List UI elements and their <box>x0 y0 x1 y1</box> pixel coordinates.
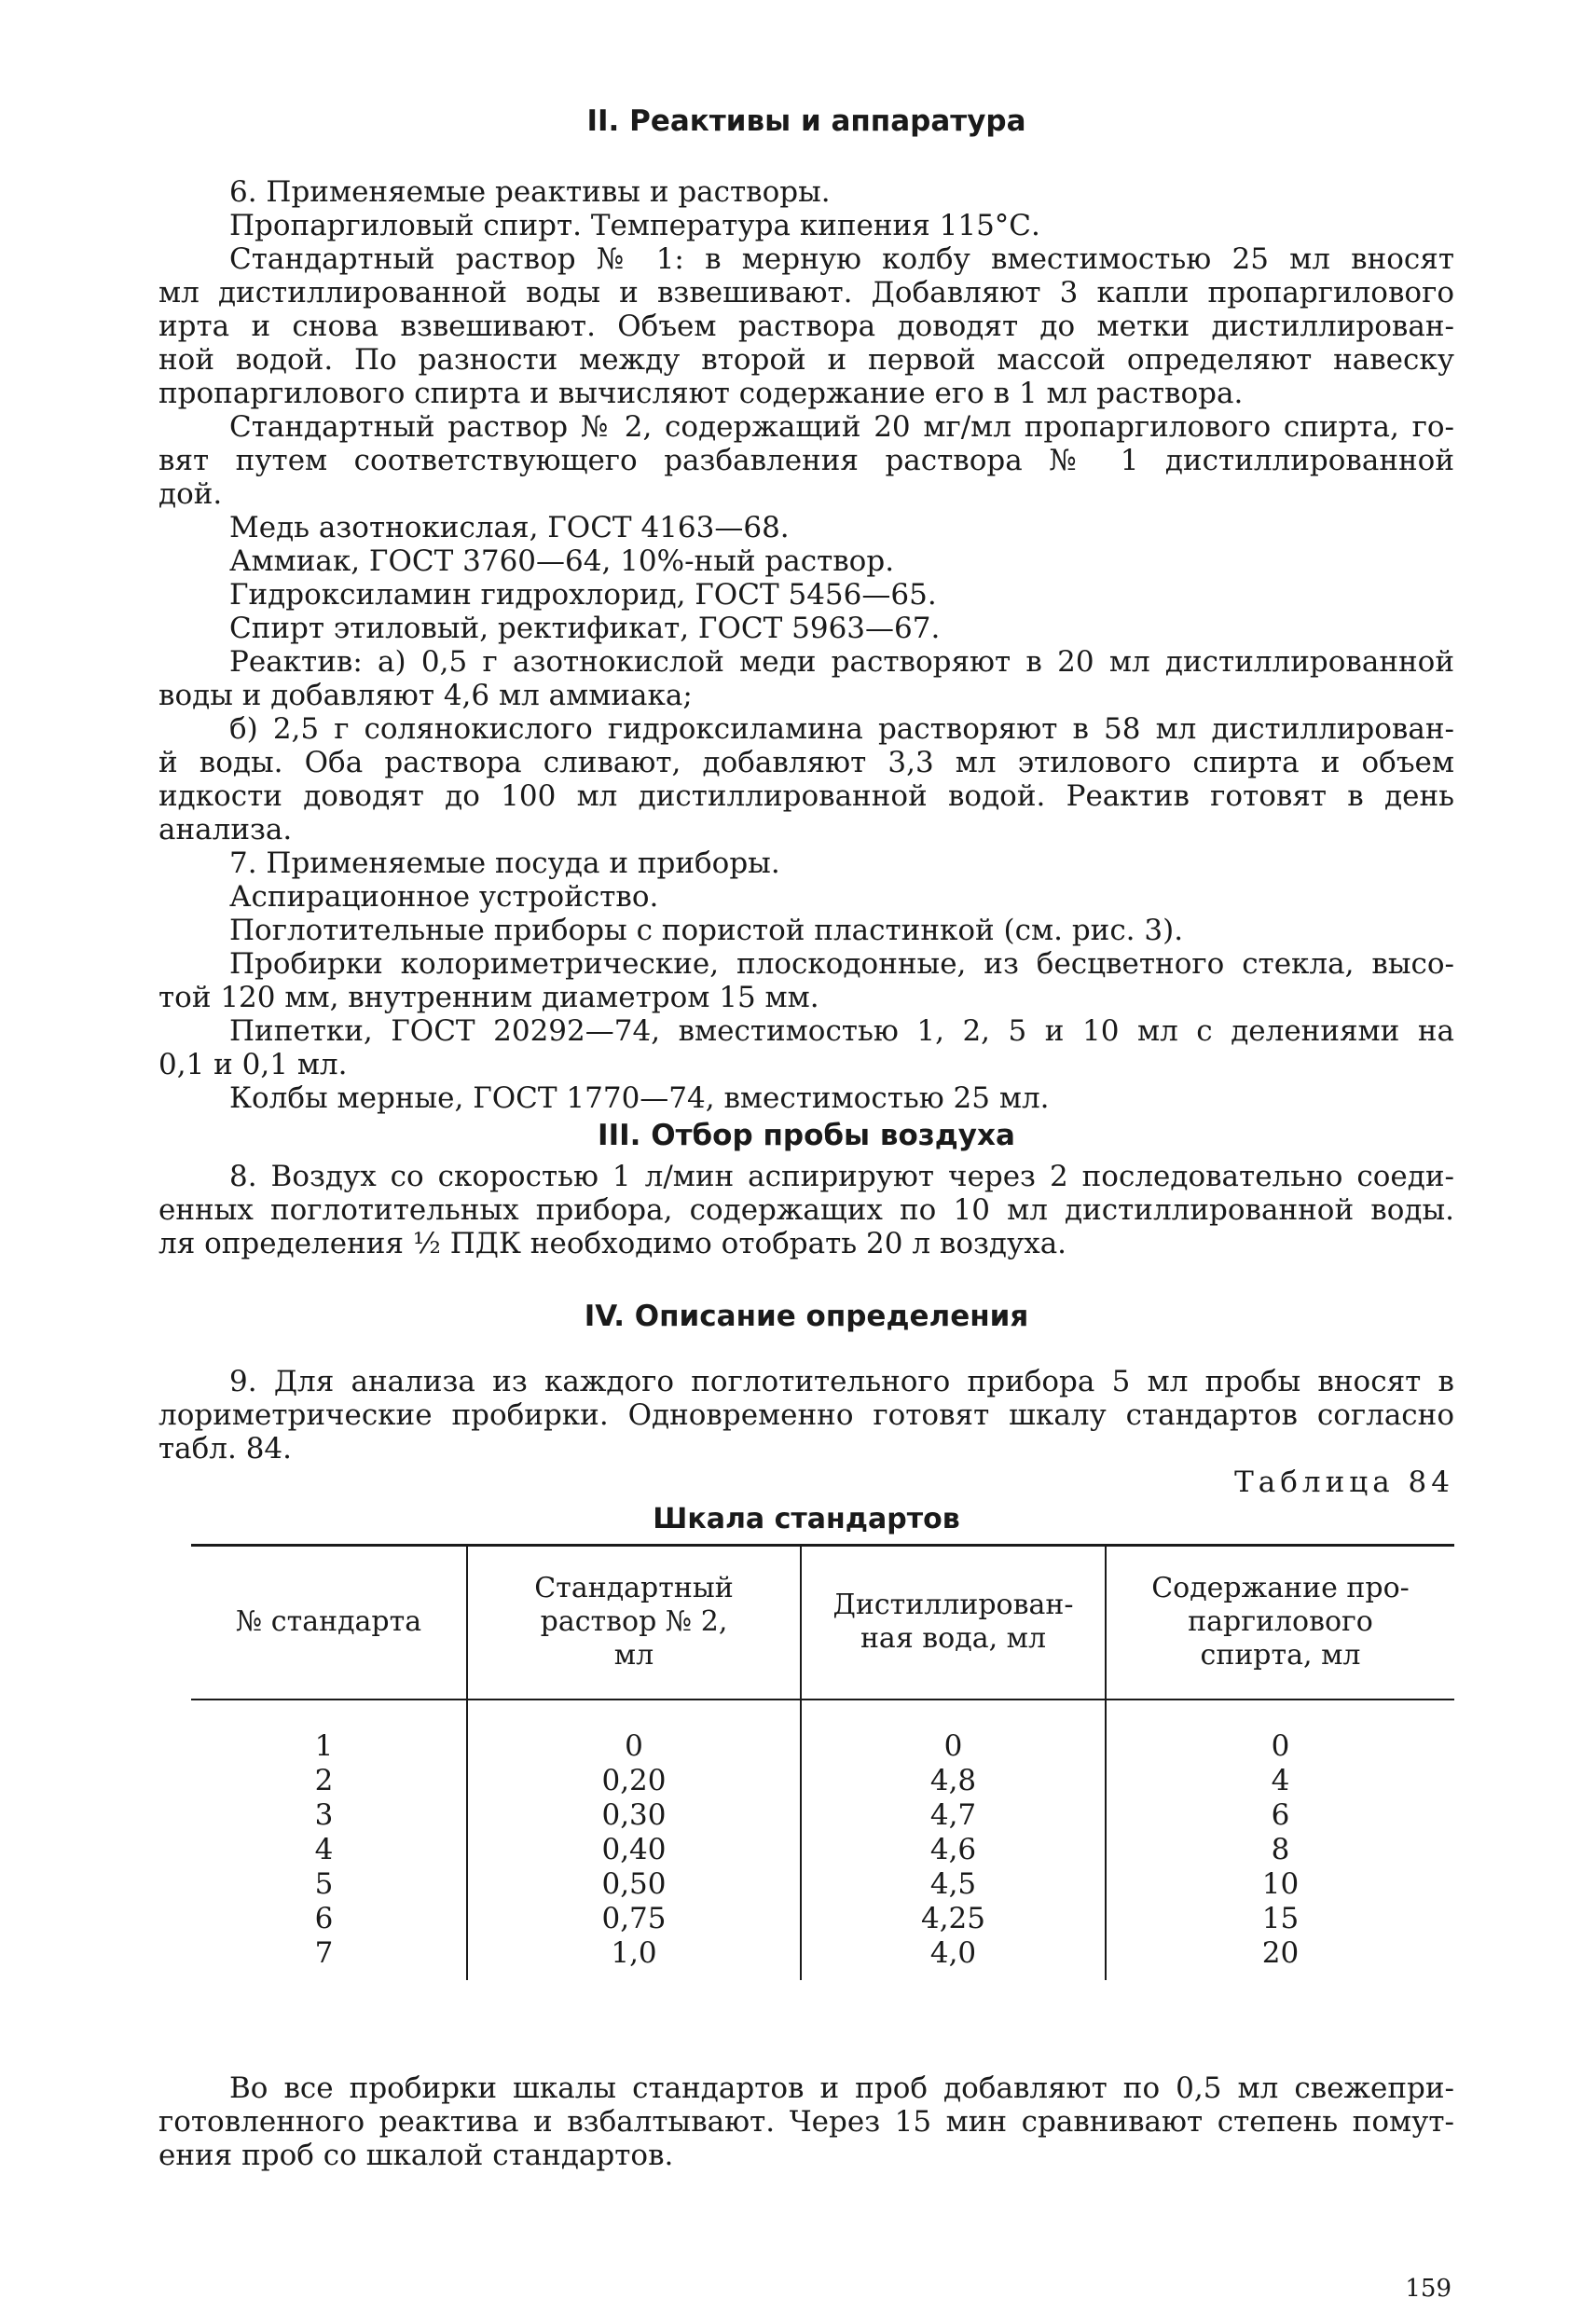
table-cell: 4,7 <box>929 1798 977 1832</box>
paragraph-line: Гидроксиламин гидрохлорид, ГОСТ 5456—65. <box>229 578 937 612</box>
paragraph-line: вят путем соответствующего разбавления раствора № 1 дистиллированной <box>158 444 1454 477</box>
paragraph-line: Реактив: а) 0,5 г азотнокислой меди растворяют в 20 мл дистиллированной <box>229 645 1454 679</box>
paragraph-line: дой. <box>158 477 223 511</box>
table-cell: 15 <box>1261 1902 1300 1935</box>
table-cell: 4 <box>1271 1764 1290 1797</box>
paragraph-line: Пипетки, ГОСТ 20292—74, вместимостью 1, 2, 5 и 10 мл с делениями на <box>229 1014 1454 1048</box>
paragraph-line: Колбы мерные, ГОСТ 1770—74, вместимостью 25 мл. <box>229 1081 1050 1115</box>
paragraph-line: табл. 84. <box>158 1432 292 1466</box>
section-sampling-body <box>158 1160 1454 1260</box>
table-cell: 4,8 <box>929 1764 977 1797</box>
paragraph-line: анализа. <box>158 813 293 846</box>
table-cell: 1,0 <box>611 1936 657 1970</box>
paragraph-line: Стандартный раствор № 2, содержащий 20 мг/мл пропаргилового спирта, го- <box>229 410 1454 444</box>
table-cell: 0,20 <box>601 1764 667 1797</box>
table-column-standard-no <box>191 1729 457 1971</box>
paragraph-line: Пробирки колориметрические, плоскодонные, из бесцветного стекла, высо- <box>229 947 1454 981</box>
table-top-rule <box>191 1544 1454 1547</box>
table-cell: 2 <box>314 1764 334 1797</box>
table-cell: 0 <box>943 1729 963 1763</box>
table-cell: 5 <box>314 1867 334 1901</box>
table-cell: 10 <box>1261 1867 1300 1901</box>
section-heading-reagents: II. Реактивы и аппаратура <box>586 104 1026 138</box>
paragraph-line: ля определения ½ ПДК необходимо отобрать 20 л воздуха. <box>158 1227 1067 1260</box>
table-header-alcohol-content: Содержание про- паргилового спирта, мл <box>1151 1572 1410 1672</box>
table-cell: 0,50 <box>601 1867 667 1901</box>
paragraph-line: 9. Для анализа из каждого поглотительного прибора 5 мл пробы вносят в <box>229 1365 1454 1398</box>
paragraph-line: Поглотительные приборы с пористой пластинкой (см. рис. 3). <box>229 914 1184 947</box>
paragraph-line: 0,1 и 0,1 мл. <box>158 1048 348 1081</box>
table-column-alcohol-content <box>1107 1729 1454 1971</box>
section-heading-procedure: IV. Описание определения <box>584 1300 1029 1333</box>
paragraph-line: пропаргилового спирта и вычисляют содержание его в 1 мл раствора. <box>158 377 1244 410</box>
table-cell: 0 <box>1271 1729 1290 1763</box>
paragraph-line: Стандартный раствор № 1: в мерную колбу вместимостью 25 мл вносят <box>229 242 1454 276</box>
paragraph-line: енных поглотительных прибора, содержащих по 10 мл дистиллированной воды. <box>158 1193 1454 1227</box>
section-heading-sampling: III. Отбор пробы воздуха <box>598 1119 1015 1152</box>
table-column-standard-solution <box>468 1729 800 1971</box>
paragraph-line: мл дистиллированной воды и взвешивают. Добавляют 3 капли пропаргилового <box>158 276 1454 310</box>
table-header-standard-solution: Стандартный раствор № 2, мл <box>534 1572 734 1672</box>
paragraph-line: той 120 мм, внутренним диаметром 15 мм. <box>158 981 819 1014</box>
paragraph-line: Пропаргиловый спирт. Температура кипения 115°С. <box>229 209 1040 242</box>
table-title: Шкала стандартов <box>653 1503 960 1535</box>
paragraph-line: 7. Применяемые посуда и приборы. <box>229 846 780 880</box>
paragraph-line: й воды. Оба раствора сливают, добавляют 3,3 мл этилового спирта и объем <box>158 746 1454 779</box>
paragraph-line: Аммиак, ГОСТ 3760—64, 10%-ный раствор. <box>229 544 895 578</box>
table-cell: 8 <box>1271 1833 1290 1866</box>
table-cell: 0,30 <box>601 1798 667 1832</box>
table-cell: 4,5 <box>929 1867 977 1901</box>
table-cell: 4,0 <box>929 1936 977 1970</box>
table-label: Таблица 84 <box>1234 1466 1454 1499</box>
table-cell: 4 <box>314 1833 334 1866</box>
table-cell: 0 <box>625 1729 643 1763</box>
table-cell: 20 <box>1261 1936 1300 1970</box>
paragraph-line: готовленного реактива и взбалтывают. Через 15 мин сравнивают степень помут- <box>158 2105 1454 2139</box>
paragraph-line: Аспирационное устройство. <box>229 880 659 914</box>
paragraph-line: ирта и снова взвешивают. Объем раствора доводят до метки дистиллирован- <box>158 310 1454 343</box>
paragraph-line: 6. Применяемые реактивы и растворы. <box>229 175 831 209</box>
table-header-standard-no: № стандарта <box>235 1605 422 1638</box>
table-header-distilled-water: Дистиллирован- ная вода, мл <box>832 1589 1074 1655</box>
table-cell: 4,6 <box>929 1833 977 1866</box>
table-header-rule <box>191 1699 1454 1700</box>
paragraph-line: ения проб со шкалой стандартов. <box>158 2139 674 2172</box>
table-cell: 7 <box>314 1936 334 1970</box>
paragraph-line: Во все пробирки шкалы стандартов и проб добавляют по 0,5 мл свежепри- <box>229 2071 1454 2105</box>
paragraph-line: ной водой. По разности между второй и первой массой определяют навеску <box>158 343 1454 377</box>
page-number: 159 <box>1405 2275 1452 2303</box>
paragraph-line: 8. Воздух со скоростью 1 л/мин аспирируют через 2 последовательно соеди- <box>229 1160 1454 1193</box>
table-cell: 3 <box>314 1798 334 1832</box>
section-reagents-body <box>158 175 1454 1115</box>
paragraph-line: идкости доводят до 100 мл дистиллированной водой. Реактив готовят в день <box>158 779 1454 813</box>
paragraph-line: Медь азотнокислая, ГОСТ 4163—68. <box>229 511 790 544</box>
table-cell: 6 <box>314 1902 334 1935</box>
closing-paragraph <box>158 2071 1454 2172</box>
paragraph-line: б) 2,5 г солянокислого гидроксиламина растворяют в 58 мл дистиллирован- <box>229 712 1454 746</box>
table-cell: 0,40 <box>601 1833 667 1866</box>
paragraph-line: воды и добавляют 4,6 мл аммиака; <box>158 679 693 712</box>
table-cell: 4,25 <box>920 1902 986 1935</box>
table-cell: 6 <box>1271 1798 1290 1832</box>
paragraph-line: Спирт этиловый, ректификат, ГОСТ 5963—67. <box>229 612 941 645</box>
section-procedure-body <box>158 1365 1454 1466</box>
table-column-distilled-water <box>802 1729 1105 1971</box>
table-cell: 1 <box>314 1729 334 1763</box>
table-cell: 0,75 <box>601 1902 667 1935</box>
paragraph-line: лориметрические пробирки. Одновременно готовят шкалу стандартов согласно <box>158 1398 1454 1432</box>
